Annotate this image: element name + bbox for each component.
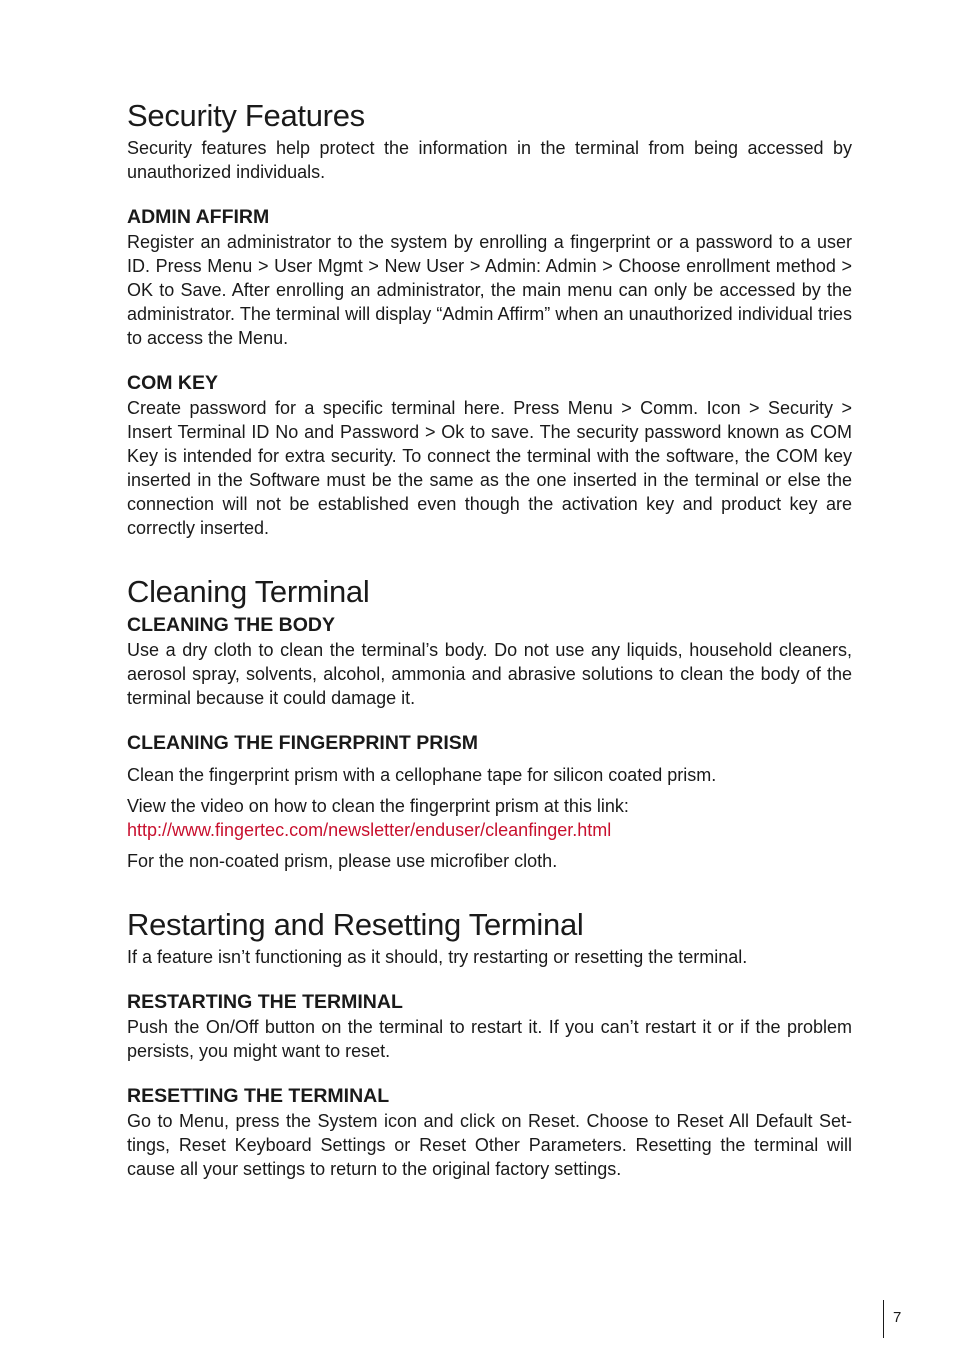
- restarting-intro: If a feature isn’t functioning as it should, try restarting or resetting the terminal.: [127, 947, 748, 967]
- section-title-cleaning: Cleaning Terminal: [127, 574, 370, 609]
- heading-cleaning-body: CLEANING THE BODY: [127, 614, 336, 636]
- prism-para-2: View the video on how to clean the fingerprint prism at this link:: [127, 796, 629, 816]
- video-link[interactable]: http://www.fingertec.com/newsletter/enduser/cleanfinger.html: [127, 820, 612, 840]
- document-body: [127, 96, 852, 1181]
- com-key-body: Create password for a specific terminal here. Press Menu > Comm. Icon > Security > Insert Terminal ID No and Password > Ok to save. The security password known as COM Key is intended for extra security. To connect the terminal with the software, the COM key inserted in the Software must be the same as the one inserted in the terminal or else the connection will not be established even though the activation key and product key are correctly inserted.: [127, 398, 852, 538]
- section-title-security: Security Features: [127, 98, 365, 133]
- heading-restarting: RESTARTING THE TERMINAL: [127, 991, 403, 1013]
- prism-para-3: For the non-coated prism, please use microfiber cloth.: [127, 851, 558, 871]
- heading-com-key: COM KEY: [127, 372, 219, 394]
- page-number: 7: [883, 1300, 901, 1338]
- heading-resetting: RESETTING THE TERMINAL: [127, 1085, 390, 1107]
- security-intro: Security features help protect the information in the terminal from being accessed by unauthorized individuals.: [127, 138, 852, 182]
- prism-para-1: Clean the fingerprint prism with a cellophane tape for silicon coated prism.: [127, 765, 717, 785]
- section-title-restarting: Restarting and Resetting Terminal: [127, 907, 584, 942]
- admin-affirm-body: Register an administrator to the system by enrolling a fingerprint or a password to a user ID. Press Menu > User Mgmt > New User > Admin: Admin > Choose enrollment method > OK to Save. After enrolling an administrator, the main menu can only be accessed by the administrator. The terminal will display “Admin Affirm” when an unauthorized individual tries to access the Menu.: [127, 232, 852, 348]
- heading-admin-affirm: ADMIN AFFIRM: [127, 206, 270, 228]
- cleaning-body-text: Use a dry cloth to clean the terminal’s body. Do not use any liquids, household cleaners, aerosol spray, solvents, alcohol, ammonia and abrasive solutions to clean the body of the terminal because it could damage it.: [127, 640, 852, 708]
- heading-cleaning-prism: CLEANING THE FINGERPRINT PRISM: [127, 732, 479, 754]
- restarting-body: Push the On/Off button on the terminal to restart it. If you can’t restart it or if the problem persists, you might want to reset.: [127, 1017, 852, 1061]
- resetting-body: Go to Menu, press the System icon and click on Reset. Choose to Reset All Default Settings, Reset Keyboard Settings or Reset Other Parameters. Resetting the terminal will cause all your settings to return to the original factory settings.: [127, 1111, 852, 1179]
